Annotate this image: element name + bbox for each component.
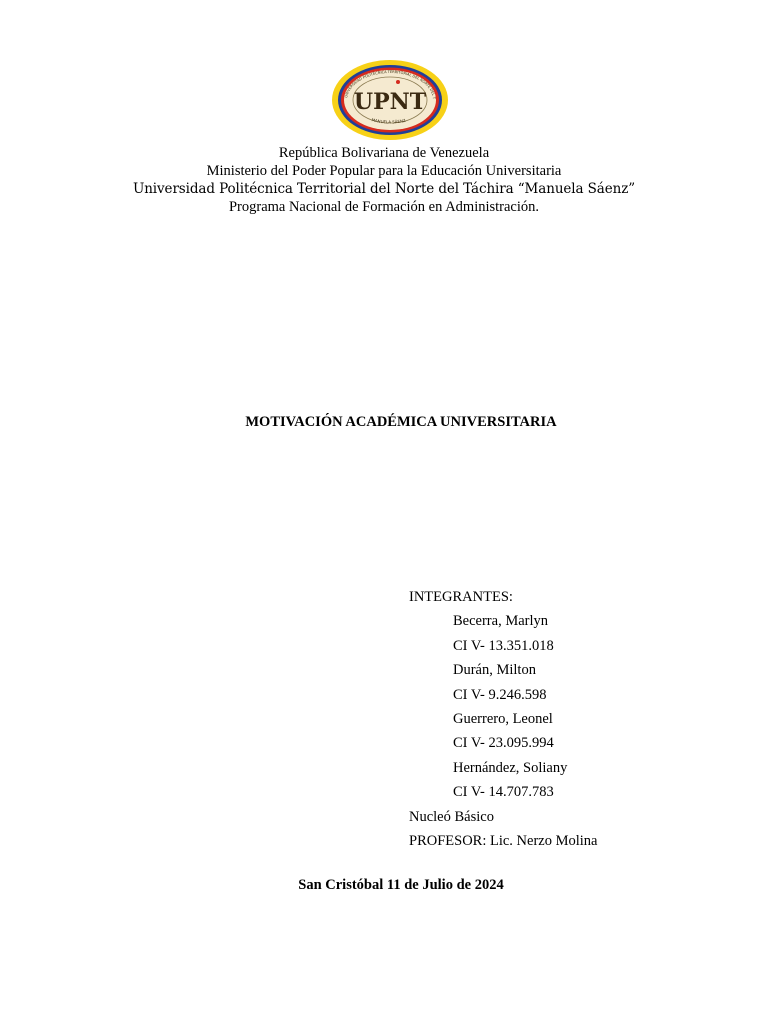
members-block bbox=[409, 585, 598, 853]
header-program: Programa Nacional de Formación en Administración. bbox=[228, 199, 540, 215]
logo-star bbox=[396, 80, 400, 84]
member-name: Hernández, Soliany bbox=[453, 759, 568, 776]
member-ci: CI V- 14.707.783 bbox=[453, 784, 554, 801]
header-university: Universidad Politécnica Territorial del Norte del Táchira “Manuela Sáenz” bbox=[132, 181, 636, 197]
header-ministry: Ministerio del Poder Popular para la Educación Universitaria bbox=[206, 163, 562, 179]
member-name: Guerrero, Leonel bbox=[453, 711, 553, 728]
member-name: Becerra, Marlyn bbox=[453, 613, 549, 630]
document-date: San Cristóbal 11 de Julio de 2024 bbox=[298, 877, 504, 893]
member-ci: CI V- 13.351.018 bbox=[453, 637, 554, 654]
nucleo-label: Nucleó Básico bbox=[409, 808, 494, 825]
logo-letters: UPNT bbox=[353, 89, 427, 115]
document-title: MOTIVACIÓN ACADÉMICA UNIVERSITARIA bbox=[245, 414, 557, 430]
logo-ring-text-top: UNIVERSIDAD POLITÉCNICA TERRITORIAL DEL NORTE DEL T bbox=[344, 69, 436, 99]
professor-label: PROFESOR: Lic. Nerzo Molina bbox=[409, 833, 598, 850]
member-name: Durán, Milton bbox=[453, 662, 536, 679]
header-republic: República Bolivariana de Venezuela bbox=[278, 145, 490, 161]
institution-header bbox=[0, 144, 768, 216]
member-ci: CI V- 9.246.598 bbox=[453, 686, 547, 703]
members-heading: INTEGRANTES: bbox=[409, 589, 513, 605]
university-logo bbox=[330, 58, 450, 142]
logo-ring-text-bottom: MANUELA SÁENZ bbox=[371, 117, 407, 125]
member-ci: CI V- 23.095.994 bbox=[453, 735, 554, 752]
